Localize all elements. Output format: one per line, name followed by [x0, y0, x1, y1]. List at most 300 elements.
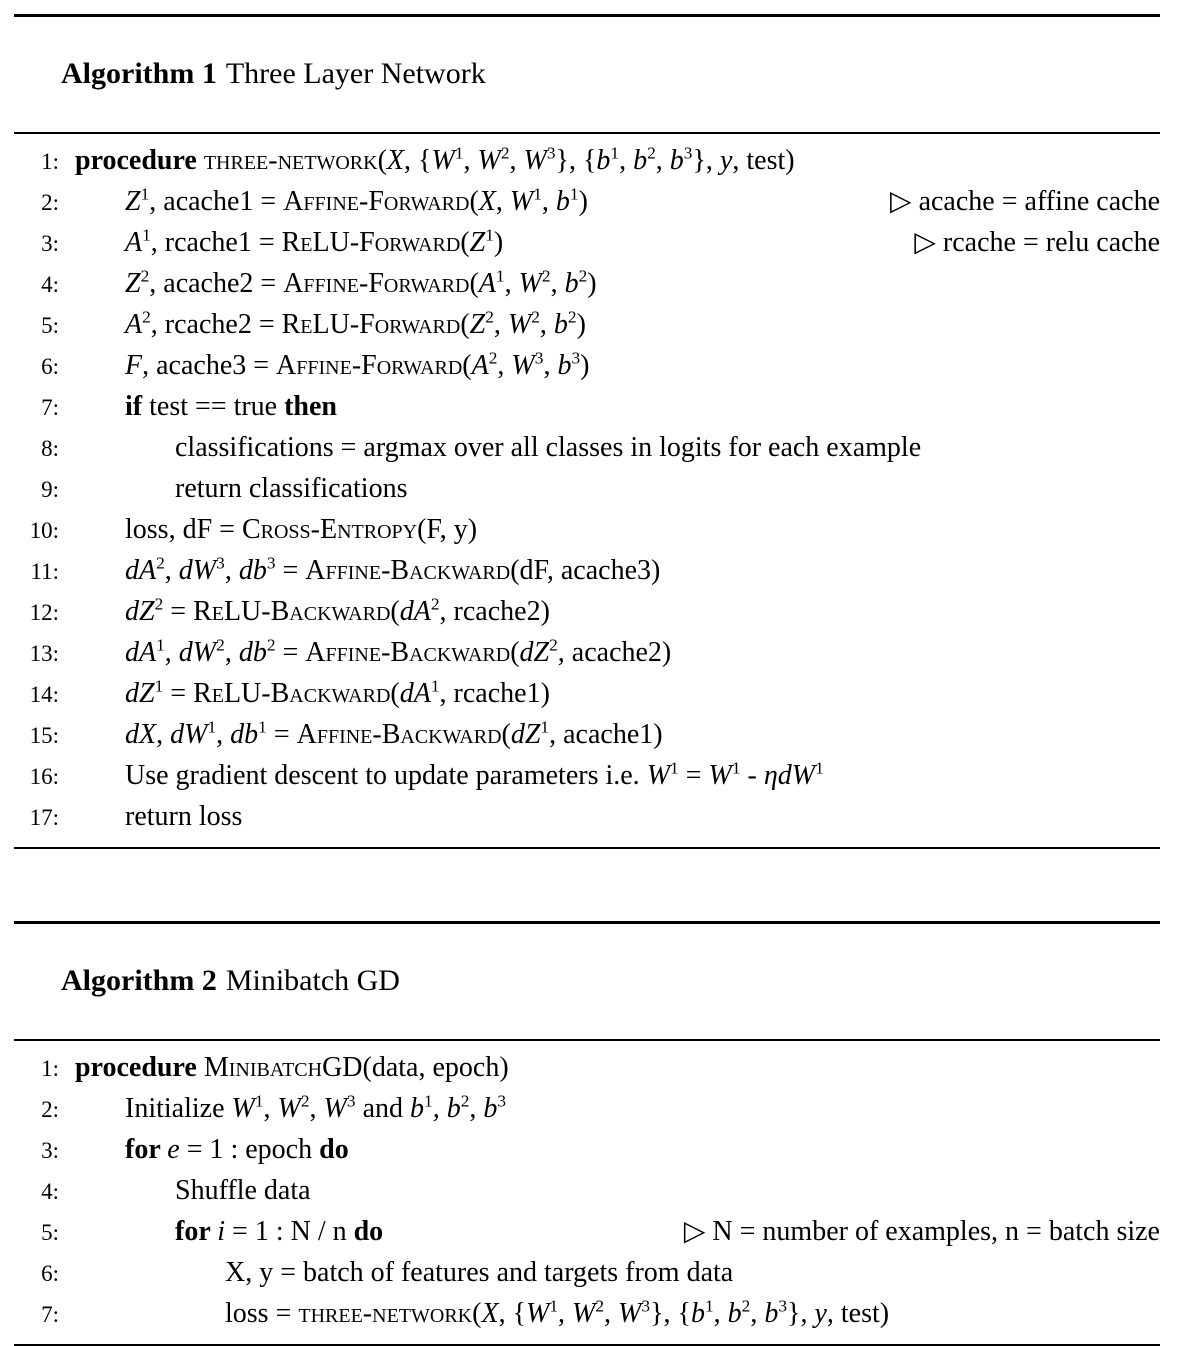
line-segment: W: [323, 1093, 347, 1124]
line-segment: Z: [125, 268, 141, 299]
line-segment: W: [708, 760, 732, 791]
line-number: 6:: [41, 354, 59, 379]
line-content: [175, 469, 407, 509]
line-segment: = 1 : N / n: [225, 1216, 354, 1247]
line-segment: dA: [125, 555, 157, 586]
line-segment: db: [238, 555, 267, 586]
algorithm-2-block: [14, 921, 1160, 1346]
line-segment: if: [125, 391, 143, 422]
line-segment: return loss: [125, 801, 243, 832]
line-segment: (F, y): [417, 514, 478, 545]
line-segment: ,: [550, 268, 565, 299]
algorithm-line: [14, 1130, 1160, 1171]
line-segment: 3: [571, 348, 581, 368]
line-segment: W: [231, 1093, 255, 1124]
line-segment: , acache2 =: [149, 268, 284, 299]
line-segment: , {: [498, 1298, 527, 1329]
line-segment: 3: [778, 1296, 788, 1316]
line-segment: W: [431, 145, 455, 176]
line-segment: ,: [504, 268, 519, 299]
line-segment: 2: [156, 553, 165, 573]
line-segment: A: [471, 350, 489, 381]
line-segment: (: [390, 678, 400, 709]
line-number: 1:: [41, 1056, 59, 1081]
algorithm-caption: [14, 924, 1160, 1041]
procedure-name: Affine-Forward: [283, 186, 470, 217]
line-segment: 3: [641, 1296, 651, 1316]
line-segment: 1: [533, 184, 542, 204]
line-segment: dZ: [510, 719, 541, 750]
line-segment: ,: [216, 719, 231, 750]
line-segment: e: [167, 1134, 180, 1165]
line-segment: loss, dF =: [125, 514, 242, 545]
line-content: [125, 1130, 349, 1170]
line-segment: 2: [647, 143, 656, 163]
algorithm-title: Three Layer Network: [225, 57, 486, 90]
line-number: 17:: [29, 805, 59, 830]
line-content: [125, 797, 242, 837]
algorithm-line: [14, 1048, 1160, 1089]
line-segment: ▷ rcache = relu cache: [914, 227, 1160, 258]
algorithm-caption: [14, 17, 1160, 134]
line-segment: ,: [497, 350, 512, 381]
procedure-name: ReLU-Forward: [281, 309, 461, 340]
line-content: [125, 387, 337, 427]
line-segment: W: [526, 1298, 550, 1329]
line-segment: 1: [704, 1296, 714, 1316]
line-number: 16:: [29, 764, 59, 789]
line-segment: dZ: [125, 678, 155, 709]
line-segment: test == true: [142, 391, 285, 422]
line-segment: (dF, acache3): [510, 555, 661, 586]
line-segment: b: [557, 350, 572, 381]
line-segment: ,: [541, 186, 556, 217]
line-segment: ,: [509, 145, 524, 176]
line-segment: then: [284, 391, 338, 422]
line-segment: ,: [164, 637, 179, 668]
line-number: 5:: [41, 313, 59, 338]
line-segment: y: [814, 1298, 827, 1329]
line-content: [225, 1294, 889, 1334]
line-segment: ,: [750, 1298, 765, 1329]
line-segment: procedure: [75, 145, 204, 176]
line-segment: 1: [156, 635, 165, 655]
algorithm-line: [14, 674, 1160, 715]
line-number: 7:: [41, 1302, 59, 1327]
line-segment: W: [572, 1298, 596, 1329]
line-segment: (: [510, 637, 520, 668]
line-segment: , acache1 =: [149, 186, 284, 217]
line-segment: 2: [154, 594, 164, 614]
procedure-name: MinibatchGD: [203, 1052, 363, 1083]
algorithm-line: [14, 756, 1160, 797]
line-segment: W: [509, 186, 534, 217]
line-segment: 1: [142, 225, 151, 245]
line-segment: ,: [655, 145, 670, 176]
line-segment: 3: [216, 553, 225, 573]
line-segment: dA: [399, 678, 431, 709]
line-segment: 1: [610, 143, 620, 163]
line-segment: Use gradient descent to update parameters i.e.: [125, 760, 647, 791]
line-segment: W: [277, 1093, 301, 1124]
line-segment: ): [578, 186, 588, 217]
line-segment: },: [692, 145, 720, 176]
procedure-name: Cross-Entropy: [241, 514, 418, 545]
line-segment: }, {: [555, 145, 597, 176]
line-segment: classifications = argmax over all classes in logits for each example: [175, 432, 922, 463]
line-segment: 2: [549, 635, 558, 655]
line-content: [125, 305, 586, 345]
line-segment: dW: [170, 719, 208, 750]
line-segment: (: [377, 145, 387, 176]
procedure-name: Affine-Backward: [305, 637, 511, 668]
line-segment: do: [319, 1134, 349, 1165]
algorithm-line: [14, 264, 1160, 305]
line-segment: , test): [826, 1298, 890, 1329]
line-segment: (: [501, 719, 511, 750]
line-segment: W: [618, 1298, 642, 1329]
line-segment: loss =: [225, 1298, 299, 1329]
line-segment: =: [163, 596, 194, 627]
algorithm-line: [14, 1089, 1160, 1130]
line-segment: , rcache2 =: [150, 309, 282, 340]
line-segment: , rcache1): [439, 678, 550, 709]
line-segment: Z: [469, 227, 486, 258]
algorithm-line: [14, 797, 1160, 838]
line-segment: 1: [207, 717, 217, 737]
line-segment: ,: [156, 719, 171, 750]
line-segment: Z: [469, 309, 486, 340]
line-segment: F: [125, 350, 143, 381]
line-segment: X: [481, 1298, 499, 1329]
procedure-name: ReLU-Forward: [281, 227, 461, 258]
line-content: [125, 592, 550, 632]
procedure-name: Affine-Backward: [296, 719, 502, 750]
line-segment: b: [483, 1093, 498, 1124]
algorithm-line: [14, 510, 1160, 551]
procedure-name: Affine-Forward: [276, 350, 463, 381]
line-segment: 3: [346, 1091, 356, 1111]
line-segment: 2: [595, 1296, 605, 1316]
line-number: 2:: [41, 190, 59, 215]
line-segment: ,: [432, 1093, 447, 1124]
line-segment: , rcache2): [439, 596, 550, 627]
line-segment: },: [787, 1298, 815, 1329]
line-segment: procedure: [75, 1052, 204, 1083]
line-segment: b: [446, 1093, 461, 1124]
algorithm-line: [14, 551, 1160, 592]
line-content: [125, 633, 671, 673]
procedure-name: ReLU-Backward: [193, 596, 391, 627]
line-segment: b: [555, 186, 570, 217]
line-segment: i: [217, 1216, 226, 1247]
line-segment: -: [740, 760, 764, 791]
procedure-name: Affine-Forward: [283, 268, 470, 299]
algorithm-title: Minibatch GD: [225, 964, 400, 997]
line-segment: Shuffle data: [175, 1175, 311, 1206]
line-segment: 1: [154, 676, 164, 696]
algorithm-line: [14, 715, 1160, 756]
line-segment: , acache3 =: [142, 350, 277, 381]
line-number: 4:: [41, 272, 59, 297]
line-number: 8:: [41, 436, 59, 461]
line-segment: (: [460, 227, 470, 258]
line-content: [125, 551, 660, 591]
line-segment: ,: [469, 1093, 484, 1124]
line-segment: 3: [546, 143, 556, 163]
line-segment: W: [507, 309, 532, 340]
line-number: 10:: [29, 518, 59, 543]
line-segment: ): [587, 268, 597, 299]
line-number: 6:: [41, 1261, 59, 1286]
line-content: [175, 428, 921, 468]
procedure-name: Affine-Backward: [305, 555, 511, 586]
line-content: [125, 223, 503, 263]
line-segment: ,: [495, 186, 510, 217]
line-segment: 2: [531, 307, 540, 327]
line-segment: 2: [266, 635, 276, 655]
line-segment: =: [275, 555, 306, 586]
line-segment: 3: [497, 1091, 507, 1111]
line-segment: b: [727, 1298, 742, 1329]
line-segment: (: [460, 309, 470, 340]
algorithm-label: Algorithm 1: [61, 57, 217, 90]
line-segment: A: [125, 227, 143, 258]
line-segment: ,: [493, 309, 508, 340]
line-segment: ,: [713, 1298, 728, 1329]
line-segment: 1: [454, 143, 464, 163]
line-segment: 2: [741, 1296, 751, 1316]
line-segment: (: [469, 186, 479, 217]
line-content: [125, 674, 550, 714]
algorithm-line: [14, 1253, 1160, 1294]
line-segment: (: [469, 268, 479, 299]
line-segment: dZ: [125, 596, 155, 627]
algorithm-line: [14, 223, 1160, 264]
line-segment: dA: [125, 637, 157, 668]
line-segment: ▷ N = number of examples, n = batch size: [683, 1216, 1160, 1247]
line-segment: do: [353, 1216, 384, 1247]
line-number: 9:: [41, 477, 59, 502]
line-segment: 2: [485, 307, 494, 327]
line-number: 3:: [41, 1138, 59, 1163]
line-number: 7:: [41, 395, 59, 420]
line-segment: 1: [540, 717, 550, 737]
line-segment: for: [125, 1134, 168, 1165]
line-segment: 1: [140, 184, 150, 204]
line-segment: ,: [558, 1298, 573, 1329]
line-content: [175, 1171, 311, 1211]
line-segment: dZ: [519, 637, 550, 668]
line-segment: 1: [549, 1296, 559, 1316]
line-number: 14:: [29, 682, 59, 707]
line-segment: b: [633, 145, 648, 176]
algorithm-label: Algorithm 2: [61, 964, 217, 997]
line-segment: 2: [460, 1091, 470, 1111]
line-segment: (: [472, 1298, 482, 1329]
line-segment: b: [764, 1298, 779, 1329]
line-segment: 1: [254, 1091, 264, 1111]
line-segment: and: [355, 1093, 410, 1124]
line-segment: dW: [178, 637, 217, 668]
line-segment: , {: [404, 145, 432, 176]
line-number: 1:: [41, 149, 59, 174]
algorithm-line: [14, 592, 1160, 633]
line-segment: 1: [430, 676, 440, 696]
line-segment: 1: [670, 758, 679, 778]
line-number: 12:: [29, 600, 59, 625]
line-segment: 2: [430, 594, 440, 614]
line-segment: (: [390, 596, 400, 627]
line-number: 11:: [30, 559, 59, 584]
line-segment: , acache2): [557, 637, 672, 668]
line-segment: W: [477, 145, 501, 176]
line-segment: W: [511, 350, 535, 381]
algorithm-body: [14, 1041, 1160, 1344]
line-number: 15:: [29, 723, 59, 748]
algorithm-body: [14, 134, 1160, 847]
algorithm-line: [14, 182, 1160, 223]
line-segment: , rcache1 =: [150, 227, 282, 258]
line-segment: db: [230, 719, 259, 750]
line-segment: return classifications: [175, 473, 408, 504]
algorithm-line: [14, 141, 1160, 182]
line-segment: =: [275, 637, 306, 668]
procedure-name: three-network: [298, 1298, 473, 1329]
line-segment: 3: [683, 143, 693, 163]
line-content: [125, 1089, 506, 1129]
line-segment: y: [719, 145, 733, 176]
line-segment: for: [175, 1216, 218, 1247]
line-segment: =: [678, 760, 709, 791]
line-segment: }, {: [650, 1298, 691, 1329]
line-segment: 2: [216, 635, 225, 655]
line-segment: 2: [140, 266, 150, 286]
line-segment: (data, epoch): [362, 1052, 509, 1083]
line-segment: , acache1): [549, 719, 663, 750]
line-segment: W: [518, 268, 542, 299]
line-number: 4:: [41, 1179, 59, 1204]
line-comment: [872, 182, 1160, 222]
algorithm-1-block: [14, 14, 1160, 849]
algorithm-line: [14, 1294, 1160, 1335]
line-segment: ): [580, 350, 590, 381]
line-segment: ,: [309, 1093, 324, 1124]
line-segment: b: [564, 268, 579, 299]
line-number: 3:: [41, 231, 59, 256]
procedure-name: three-network: [203, 145, 378, 176]
procedure-name: ReLU-Backward: [193, 678, 391, 709]
line-segment: ): [493, 227, 504, 258]
line-content: [225, 1253, 733, 1293]
line-segment: b: [553, 309, 568, 340]
line-segment: 1: [495, 266, 505, 286]
line-segment: ,: [164, 555, 179, 586]
line-segment: 2: [488, 348, 498, 368]
line-segment: 2: [142, 307, 151, 327]
line-segment: 1: [731, 758, 741, 778]
line-segment: b: [669, 145, 684, 176]
line-segment: 2: [541, 266, 551, 286]
line-content: [125, 756, 824, 796]
algorithm-line: [14, 1212, 1160, 1253]
line-segment: ▷ acache = affine cache: [890, 186, 1160, 217]
algorithm-line: [14, 633, 1160, 674]
line-content: [75, 1048, 509, 1088]
line-content: [125, 346, 589, 386]
line-comment: [896, 223, 1160, 263]
line-segment: 1: [815, 758, 824, 778]
line-segment: dX: [125, 719, 157, 750]
line-segment: ,: [543, 350, 558, 381]
algorithm-line: [14, 387, 1160, 428]
line-segment: b: [410, 1093, 424, 1124]
algorithm-line: [14, 346, 1160, 387]
line-number: 5:: [41, 1220, 59, 1245]
line-segment: ,: [619, 145, 634, 176]
line-segment: W: [523, 145, 547, 176]
algorithm-line: [14, 428, 1160, 469]
line-segment: A: [478, 268, 496, 299]
line-segment: ,: [463, 145, 478, 176]
line-segment: X, y = batch of features and targets from data: [225, 1257, 734, 1288]
line-segment: X: [478, 186, 496, 217]
line-segment: Initialize: [125, 1093, 232, 1124]
line-segment: dW: [178, 555, 217, 586]
line-segment: A: [125, 309, 143, 340]
line-segment: 2: [300, 1091, 310, 1111]
line-content: [125, 264, 597, 304]
line-segment: Z: [125, 186, 141, 217]
line-segment: 2: [500, 143, 510, 163]
algorithm-line: [14, 1171, 1160, 1212]
line-content: [125, 510, 477, 550]
line-segment: W: [646, 760, 671, 791]
line-segment: X: [386, 145, 405, 176]
line-segment: dA: [399, 596, 431, 627]
line-segment: = 1 : epoch: [179, 1134, 320, 1165]
line-segment: 1: [485, 225, 494, 245]
line-segment: ): [576, 309, 586, 340]
line-segment: b: [596, 145, 611, 176]
line-segment: =: [163, 678, 194, 709]
line-segment: , test): [732, 145, 795, 176]
line-segment: db: [238, 637, 267, 668]
line-segment: 1: [424, 1091, 433, 1111]
line-segment: ηdW: [763, 760, 816, 791]
line-content: [125, 715, 663, 755]
line-segment: 3: [534, 348, 544, 368]
line-number: 2:: [41, 1097, 59, 1122]
line-segment: ,: [224, 555, 239, 586]
line-content: [175, 1212, 383, 1252]
line-segment: 1: [258, 717, 267, 737]
algorithm-line: [14, 469, 1160, 510]
line-segment: ,: [224, 637, 239, 668]
line-segment: ,: [263, 1093, 278, 1124]
line-segment: 3: [266, 553, 276, 573]
line-comment: [666, 1212, 1160, 1252]
line-segment: =: [266, 719, 297, 750]
line-segment: (: [462, 350, 472, 381]
line-number: 13:: [29, 641, 59, 666]
line-segment: 2: [567, 307, 577, 327]
line-segment: ,: [604, 1298, 619, 1329]
line-content: [125, 182, 588, 222]
line-segment: b: [690, 1298, 705, 1329]
line-content: [75, 141, 795, 181]
line-segment: ,: [539, 309, 554, 340]
